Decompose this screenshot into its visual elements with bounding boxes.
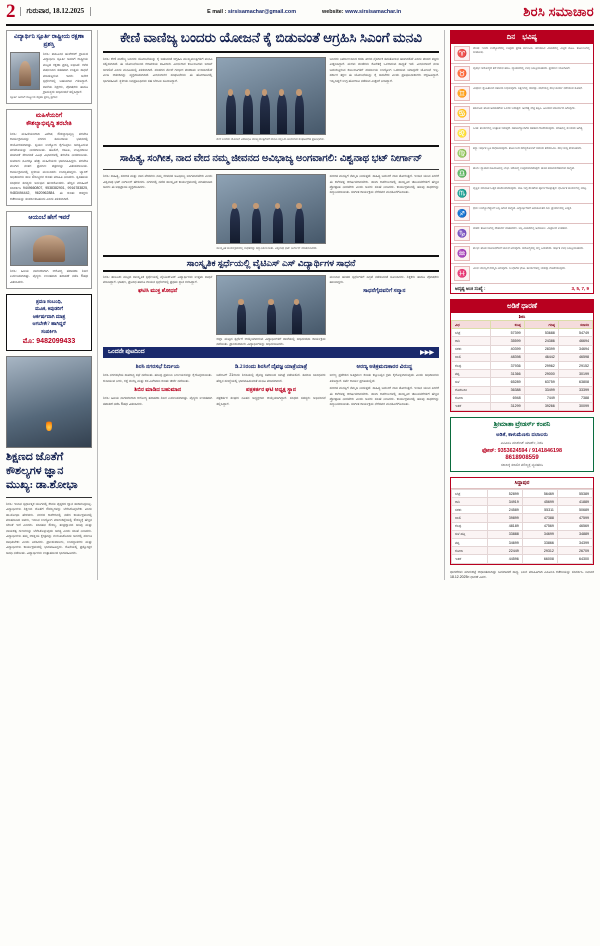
- right-column: [444, 30, 594, 580]
- zodiac-row: [451, 124, 593, 144]
- skill-text: ಶಿರಸಿ: ಮಹಿಳೆಯರಿಗಾಗಿ ವಿಶೇಷ ಕೌಶಲ್ಯಾಭಿವೃದ್ಧಿ ತರಬೇತಿ ಕಾರ್ಯಕ್ರಮವನ್ನು ನಗರದ ಸಮುದಾಯ ಭವನದಲ್ಲಿ ಆಯೋಜಿಸಲಾಗಿತ್ತು. ಸ್ವಯಂ ಉದ್ಯೋಗ ಕೈಗೊಳ್ಳಲು ಅಗತ್ಯವಿರುವ ತರಬೇತಿಯನ್ನು ನೀಡಲಾಯಿತು. ಹೊಲಿಗೆ, ಕಸೂತಿ, ಉಪ್ಪಿನಕಾಯಿ ತಯಾರಿಕೆ ಸೇರಿದಂತೆ ವಿವಿಧ ವಿಭಾಗಗಳಲ್ಲಿ ತರಬೇತಿ ನೀಡಲಾಯಿತು. ಸುಮಾರು ನೂರಕ್ಕೂ ಹೆಚ್ಚು ಮಹಿಳೆಯರು ಭಾಗವಹಿಸಿದ್ದರು. ತರಬೇತಿ ಮುಗಿದ ನಂತರ ಪ್ರಮಾಣ ಪತ್ರಗಳನ್ನು ವಿತರಿಸಲಾಯಿತು. ಕಾರ್ಯಕ್ರಮದಲ್ಲಿ ಸ್ಥಳೀಯ ಮುಖಂಡರು ಉಪಸ್ಥಿತರಿದ್ದರು. ಬ್ಯಾಂಕ್ ಅಧಿಕಾರಿಗಳು ಸಾಲ ಸೌಲಭ್ಯಗಳ ಕುರಿತು ಮಾಹಿತಿ ನೀಡಿದರು. ಸ್ವಸಹಾಯ ಸಂಘಗಳ ಸದಸ್ಯರು ಅನುಭವ ಹಂಚಿಕೊಂಡರು. ಹೆಚ್ಚಿನ ಮಾಹಿತಿಗೆ ಸಂಪರ್ಕಿಸಿ 9449660807, 9538382901, 9916783825, 9483494442, 9620962884. ಈ ಕುರಿತು ಆಸಕ್ತರು ಕಚೇರಿಯನ್ನು ಸಂಪರ್ಕಿಸಬಹುದು ಎಂದು ತಿಳಿಸಲಾಗಿದೆ.: [10, 131, 88, 201]
- rate-value: 22449: [487, 547, 522, 555]
- zodiac-sign-icon: ♉: [454, 66, 470, 81]
- zodiac-text: ಮೇಷ: ಇಂದು ಉದ್ಯೋಗದಲ್ಲಿ ಉತ್ತಮ ಪ್ರಗತಿ ಕಾಣುವಿರಿ. ಹಣಕಾಸಿನ ವಿಚಾರದಲ್ಲಿ ಎಚ್ಚರ ವಹಿಸಿ. ಕುಟುಂಬದಲ್ಲಿ ಸಂತೋಷ.: [473, 46, 590, 55]
- lucky-label: ಅದೃಷ್ಟ ಅಂಕಿ ಸಂಖ್ಯೆ :: [455, 286, 486, 291]
- keni-text-col3: ಬಂದರು ನಿರ್ಮಾಣದಿಂದ ಕಡಲ ತೀರದ ನೈಸರ್ಗಿಕ ಸಮತೋಲನ ಹಾಳಾಗಲಿದೆ ಎಂದು ಪರಿಸರ ತಜ್ಞರು ಎಚ್ಚರಿಸಿದ್ದಾರೆ. ಮರಳು ದಂಡೆಗಳು ಕೊರೆತಕ್ಕೆ ಒಳಗಾಗುವ ಸಾಧ್ಯತೆ ಇದೆ. ಮೀನುಗಾರಿಕೆ ನಂಬಿ ಬದುಕುತ್ತಿರುವ ಕುಟುಂಬಗಳಿಗೆ ಪರ್ಯಾಯ ಉದ್ಯೋಗ ಒದಗಿಸುವ ಯಾವುದೇ ಯೋಜನೆ ಇಲ್ಲ. ಸರ್ಕಾರ ತಕ್ಷಣ ಈ ಯೋಜನೆಯನ್ನು ಕೈ ಬಿಡಬೇಕು ಎಂದು ಪ್ರತಿಭಟನಾಕಾರರು ಆಗ್ರಹಿಸಿದ್ದಾರೆ. ಇಲ್ಲದಿದ್ದರೆ ಉಗ್ರ ಹೋರಾಟ ನಡೆಸುವ ಎಚ್ಚರಿಕೆ ನೀಡಿದ್ದಾರೆ.: [329, 56, 439, 83]
- rates-column-header: ವಿಧ: [452, 321, 491, 329]
- rate-value: 55389: [557, 489, 592, 497]
- article-senior-camp: [6, 211, 92, 289]
- education-text: ಶಿರಸಿ: ಇಂದಿನ ಸ್ಪರ್ಧಾತ್ಮಕ ಯುಗದಲ್ಲಿ ಕೇವಲ ಪುಸ್ತಕದ ಜ್ಞಾನ ಸಾಕಾಗುವುದಿಲ್ಲ. ವಿದ್ಯಾರ್ಥಿಗಳು ಶಿಕ್ಷಣದ ಜೊತೆಗೆ ಕೌಶಲ್ಯಗಳನ್ನು ಬೆಳೆಸಿಕೊಳ್ಳಬೇಕು ಎಂದು ಡಾ.ಶೋಭಾ ಹೇಳಿದರು. ನಗರದ ಕಾಲೇಜಿನಲ್ಲಿ ನಡೆದ ಕಾರ್ಯಕ್ರಮದಲ್ಲಿ ಮಾತನಾಡಿದ ಅವರು, ಇಂದಿನ ಉದ್ಯೋಗ ಮಾರುಕಟ್ಟೆಯಲ್ಲಿ ಕೌಶಲ್ಯಕ್ಕೆ ಹೆಚ್ಚಿನ ಬೇಡಿಕೆ ಇದೆ ಎಂದರು. ಸಂವಹನ ಕೌಶಲ್ಯ, ತಂತ್ರಜ್ಞಾನದ ಅರಿವು ಮತ್ತು ನಾಯಕತ್ವ ಗುಣಗಳನ್ನು ಬೆಳೆಸಿಕೊಳ್ಳುವುದು ಅಗತ್ಯ ಎಂದು ಸಲಹೆ ನೀಡಿದರು. ವಿದ್ಯಾರ್ಥಿಗಳು ತಮ್ಮ ಆಸಕ್ತಿಯ ಕ್ಷೇತ್ರವನ್ನು ಗುರುತಿಸಿಕೊಂಡು ಅದರಲ್ಲಿ ಪರಿಣತಿ ಸಾಧಿಸಬೇಕು ಎಂದು ತಿಳಿಸಿದರು. ಪ್ರಾಂಶುಪಾಲರು, ಉಪನ್ಯಾಸಕರು ಮತ್ತು ವಿದ್ಯಾರ್ಥಿಗಳು ಕಾರ್ಯಕ್ರಮದಲ್ಲಿ ಭಾಗವಹಿಸಿದ್ದರು. ಕೊನೆಯಲ್ಲಿ ಪ್ರಶ್ನೋತ್ತರ ಅವಧಿ ನಡೆಯಿತು. ವಿದ್ಯಾರ್ಥಿಗಳು ಉತ್ಸಾಹದಿಂದ ಭಾಗವಹಿಸಿದರು.: [6, 501, 92, 555]
- email-label: E mail :: [207, 8, 227, 15]
- table-row: [452, 498, 593, 506]
- zodiac-text: ವೃಷಭ: ಆರೋಗ್ಯದ ಕಡೆ ಗಮನ ಹರಿಸಿ. ವ್ಯಾಪಾರದಲ್ಲಿ ಲಾಭ ನಿರೀಕ್ಷಿಸಬಹುದು. ಪ್ರಯಾಣ ಯೋಗವಿದೆ.: [473, 66, 571, 70]
- rate-value: 45699: [522, 498, 557, 506]
- newspaper-title: ಶಿರಸಿ ಸಮಾಚಾರ: [523, 3, 594, 19]
- mid-head-2: ಡಿ.21ರಂದು ಶಿರಸಿಗೆ ದೈವಜ್ಞ ಯಾತ್ರೆಯಾತ್ರೆ: [234, 364, 308, 371]
- zodiac-text: ಸಿಂಹ: ಕಾರ್ಯದಲ್ಲಿ ಉತ್ಸಾಹ ಇರುತ್ತದೆ. ಸಹೋದ್ಯೋಗಿಗಳ ಸಹಕಾರ ದೊರೆಯುವುದು. ಮಾತಿನಲ್ಲಿ ಸಂಯಮ ಅಗತ್ಯ.: [473, 126, 584, 130]
- rates-body: [452, 329, 593, 411]
- story-keni-port: [103, 57, 439, 141]
- rate-value: 24589: [487, 506, 522, 514]
- rate-variety: ರಾಶಿ: [452, 337, 491, 345]
- ad-note: ಸಕಾಲಕ್ಕೆ ಸಕಾಲಿಕ ಮೌಲ್ಯಕ್ಕೆ ವ್ಯವಹರಿಸಿ: [500, 462, 543, 467]
- rate-variety: ಕೆಂಪು: [452, 522, 488, 530]
- zodiac-text: ಕರ್ಕಾಟಕ: ಹೊಸ ಅವಕಾಶಗಳು ಒಲಿದು ಬರುತ್ತವೆ. ಅನಗತ್ಯ ವೆಚ್ಚ ತಪ್ಪಿಸಿ. ಹಿರಿಯರ ಆಶೀರ್ವಾದ ಸಿಗುವುದು.: [473, 106, 576, 110]
- rate-value: 26709: [557, 547, 592, 555]
- education-headline: ಶಿಕ್ಷಣದ ಜೊತೆಗೆ ಕೌಶಲ್ಯಗಳ ಜ್ಞಾನ ಮುಖ್ಯ: ಡಾ.ಶೋಭಾ: [6, 451, 78, 491]
- award-caption: ಸ್ಪೂರ್ತಿ ಅವರಿಗೆ ರಾಷ್ಟ್ರೀಯ ರಕ್ಷಣಾ ಪ್ರಶಸ್ತಿ ಪ್ರದಾನ: [10, 95, 58, 100]
- publication-date: ಗುರುವಾರ, 18.12.2025: [20, 7, 92, 16]
- ad-line-1: ಶ್ರವಣ ಸಂಬಂಧಿ,: [36, 299, 62, 305]
- website-label: website:: [322, 8, 344, 15]
- zodiac-row: [451, 204, 593, 224]
- masthead-contact: [91, 9, 517, 15]
- headline-literature: ಸಾಹಿತ್ಯ, ಸಂಗೀತ, ನಾದ ವೇದ ನಮ್ಮ ಜೀವನದ ಅವಿಭಾಜ್ಯ ಅಂಗವಾಗಲಿ: ವಿಶ್ವನಾಥ ಭಟ್ ನೀರ್ಗಾನ್: [119, 153, 423, 165]
- article-skill-training: [6, 109, 92, 206]
- rate-value: 29312: [522, 547, 557, 555]
- table-row: [452, 539, 593, 547]
- rate-value: 33888: [487, 530, 522, 538]
- horoscope-title-right: ಭವಿಷ್ಯ: [522, 33, 538, 41]
- table-row: [452, 370, 593, 378]
- ad-phone-label: ಫೋನ್:: [481, 447, 497, 454]
- senior-headline: ಆಯಂಬೆ ಹೇಗೆ ಇವರೆ: [28, 215, 70, 222]
- mid-text-2: ಡಿಸೆಂಬರ್ 21ರಂದು ಶಿರಸಿಯಲ್ಲಿ ದೈವಜ್ಞ ಸಮಾಜದ ಯಾತ್ರೆ ನಡೆಯಲಿದೆ. ಸಮಾಜ ಬಾಂಧವರು ಹೆಚ್ಚಿನ ಸಂಖ್ಯೆಯಲ್ಲಿ ಭಾಗವಹಿಸುವಂತೆ ಮನವಿ ಮಾಡಲಾಗಿದೆ.: [216, 373, 326, 383]
- rate-value: 34889: [557, 530, 592, 538]
- rate-value: 65289: [490, 378, 524, 386]
- horoscope-header: [451, 31, 593, 44]
- rate-value: 54749: [558, 329, 592, 337]
- rate-variety: ಕೆಂಪು: [452, 361, 491, 369]
- zodiac-row: [451, 44, 593, 64]
- hearing-aid-ad[interactable]: [6, 294, 92, 352]
- rates-column-header: ಸರಾಸರಿ: [558, 321, 592, 329]
- zodiac-row: [451, 244, 593, 264]
- rate-variety: ಬಿಳೆ: [452, 378, 491, 386]
- rate-value: 40399: [490, 345, 524, 353]
- rate-value: 39899: [487, 514, 522, 522]
- table-row: [452, 353, 593, 361]
- mid-text-4b: ಸಂಗೀತ ಮನಸ್ಸಿಗೆ ನೆಮ್ಮದಿ ನೀಡುತ್ತದೆ. ಸಾಹಿತ್ಯ ಬದುಕಿಗೆ ದಾರಿ ತೋರುತ್ತದೆ. ಇಂದಿನ ಯುವ ಪೀಳಿಗೆ ಈ ಕಲೆಗಳತ್ತ ಆಕರ್ಷಿತರಾಗಬೇಕು. ಶಾಲಾ ಕಾಲೇಜುಗಳಲ್ಲಿ ಸಾಂಸ್ಕೃತಿಕ ಚಟುವಟಿಕೆಗಳಿಗೆ ಹೆಚ್ಚಿನ ಪ್ರೋತ್ಸಾಹ ನೀಡಬೇಕು ಎಂದು ಅವರು ಸಲಹೆ ನೀಡಿದರು. ಕಾರ್ಯಕ್ರಮದಲ್ಲಿ ಹಲವು ಸಾಧಕರನ್ನು ಸನ್ಮಾನಿಸಲಾಯಿತು. ಸಂಗೀತ ಕಾರ್ಯಕ್ರಮ ನೆರೆದವರ ಮನಸೂರೆಗೊಂಡಿತು.: [329, 386, 439, 407]
- table-row: [452, 394, 593, 402]
- mid-text-1: ಶಿರಸಿ ನಗರಸಭೆಯ ಸಾಮಾನ್ಯ ಸಭೆ ನಡೆಯಿತು. ಹಲವು ಪ್ರಮುಖ ನಿರ್ಣಯಗಳನ್ನು ಕೈಗೊಳ್ಳಲಾಯಿತು. ಕುಡಿಯುವ ನೀರು, ರಸ್ತೆ ದುರಸ್ತಿ ಮತ್ತು ಕಸ ವಿಲೇವಾರಿ ಕುರಿತು ಚರ್ಚೆ ನಡೆಯಿತು.: [103, 373, 213, 383]
- rate-variety: ಕೋಕಾ: [452, 394, 491, 402]
- zodiac-sign-icon: ♑: [454, 226, 470, 241]
- lamp-lighting-photo: [6, 356, 92, 448]
- zodiac-row: [451, 84, 593, 104]
- zodiac-row: [451, 184, 593, 204]
- mid-head-4: ಅರಣ್ಯ ಅತಿಕ್ರಮಣಕಾರರ ವಿರುದ್ಧ: [356, 364, 413, 371]
- rate-value: 39266: [524, 402, 558, 410]
- literature-caption: ಸಾಂಸ್ಕೃತಿಕ ಕಾರ್ಯಕ್ರಮದಲ್ಲಿ ಸಾಧಕರನ್ನು ಸನ್ಮಾನಿಸಲಾಯಿತು. ವಿಶ್ವನಾಥ ಭಟ್ ನೀರ್ಗಾನ್ ಮಾತನಾಡಿದರು.: [216, 246, 318, 251]
- zodiac-row: [451, 104, 593, 124]
- rate-value: 57399: [490, 329, 524, 337]
- zodiac-text: ತುಲಾ: ವ್ಯಾಪಾರ ವಹಿವಾಟಿನಲ್ಲಿ ಲಾಭ. ಆರೋಗ್ಯ ಉತ್ತಮವಾಗಿರುತ್ತದೆ. ಹೊಸ ಪರಿಚಯಗಳಾಗುವ ಸಾಧ್ಯತೆ.: [473, 166, 575, 170]
- rate-value: 46569: [557, 522, 592, 530]
- mid-text-4: ಅರಣ್ಯ ಪ್ರದೇಶದ ಅತಿಕ್ರಮಣ ಕುರಿತು ಕಟ್ಟುನಿಟ್ಟಿನ ಕ್ರಮ ಕೈಗೊಳ್ಳಲಾಗುವುದು ಎಂದು ಅಧಿಕಾರಿಗಳು ತಿಳಿಸಿದ್ದಾರೆ. ಸರ್ವೆ ಕಾರ್ಯ ಪ್ರಗತಿಯಲ್ಲಿದೆ.: [329, 373, 439, 383]
- rates-column-header: ಕನಿಷ್ಠ: [490, 321, 524, 329]
- headline-competition: ಸಾಂಸ್ಕೃತಿಕ ಸ್ಪರ್ಧೆಯಲ್ಲಿ ವೈಟಿಎಸ್ ಎಸ್ ವಿದ್ಯಾರ್ಥಿಗಳ ಸಾಧನೆ: [103, 255, 439, 272]
- ad-company-name: ಶ್ರೀಮಾತಾ ಟ್ರೇಡರ್ಸ್ ಕಂಪನಿ: [493, 421, 551, 429]
- main-column: [97, 30, 439, 580]
- rate-value: 30199: [558, 370, 592, 378]
- rate-value: 29962: [524, 361, 558, 369]
- rate-value: 30099: [558, 402, 592, 410]
- rate-variety: ಗೊರಬಲು: [452, 386, 491, 394]
- rate-value: 28399: [524, 345, 558, 353]
- rate-value: 46694: [558, 337, 592, 345]
- ad-address: ಎಪಿಎಂಸಿ ಮಾರ್ಕೆಟ್ ಯಾರ್ಡ್, ಶಿರಸಿ: [500, 440, 544, 445]
- story-literature: [103, 174, 439, 250]
- table-row: [452, 506, 593, 514]
- rates-table-siddapura: [451, 489, 593, 564]
- rate-variety: ಇತರೆ: [452, 402, 491, 410]
- keni-caption: ಕೇಣಿ ಬಂದರು ಯೋಜನೆ ವಿರೋಧಿಸಿ ಮುಖ್ಯಮಂತ್ರಿಗಳಿಗೆ ಮನವಿ ಸಲ್ಲಿಸಿದ ಮೀನುಗಾರ ಸಂಘಟನೆಗಳ ಪ್ರತಿನಿಧಿಗಳು.: [216, 136, 325, 141]
- divider: [103, 145, 439, 147]
- lit-text-col1: ಶಿರಸಿ: ಸಾಹಿತ್ಯ, ಸಂಗೀತ ಮತ್ತು ನಾದ ವೇದಗಳು ನಮ್ಮ ಜೀವನದ ಅವಿಭಾಜ್ಯ ಅಂಗವಾಗಬೇಕು ಎಂದು ವಿಶ್ವನಾಥ ಭಟ್ ನೀರ್ಗಾನ್ ಹೇಳಿದರು. ನಗರದಲ್ಲಿ ನಡೆದ ಸಾಂಸ್ಕೃತಿಕ ಕಾರ್ಯಕ್ರಮದಲ್ಲಿ ಮಾತನಾಡಿದ ಅವರು ಈ ಅಭಿಪ್ರಾಯ ವ್ಯಕ್ತಪಡಿಸಿದರು.: [103, 174, 213, 190]
- rate-value: 29000: [524, 370, 558, 378]
- rates-footer-note: ಧಾರಣೆಗಳು ಮಾರುಕಟ್ಟೆ ಆಧಾರಿತವಾಗಿದ್ದು ಬದಲಾವಣೆ ಸಾಧ್ಯ. ನಿಖರ ಮಾಹಿತಿಗಾಗಿ ಎಪಿಎಂಸಿ ಕಚೇರಿಯನ್ನು ಸಂಪರ್ಕಿಸಿ. ದಿನಾಂಕ 18.12.2025ರ ಧಾರಣೆ ವಿವರ.: [450, 569, 594, 580]
- rate-value: 6948: [490, 394, 524, 402]
- rate-value: 33499: [524, 386, 558, 394]
- zodiac-row: [451, 64, 593, 84]
- continued-label: ಒಂದನೇ ಪುಟದಿಂದ: [108, 349, 145, 356]
- rates-title: ಅಡಿಕೆ ಧಾರಣೆ: [451, 300, 593, 313]
- rate-variety: ಸರಕು: [452, 345, 491, 353]
- rate-variety: ಬೆಟ್ಟೆ: [452, 489, 488, 497]
- rate-variety: ಇತರೆ: [452, 555, 488, 563]
- zodiac-row: [451, 264, 593, 283]
- skill-headline-1: ಮಹಿಳೆಯರಿಗೆ: [35, 112, 63, 119]
- mid-text-1b: ಶಿರಸಿ: ಹಿರಿಯ ನಾಗರಿಕರಿಗಾಗಿ ಆರೋಗ್ಯ ತಪಾಸಣಾ ಶಿಬಿರ ಏರ್ಪಡಿಸಲಾಗಿತ್ತು. ವೈದ್ಯರು ಉಚಿತವಾಗಿ ತಪಾಸಣೆ ನಡೆಸಿ ಔಷಧ ವಿತರಿಸಿದರು.: [103, 396, 213, 406]
- rate-value: 55311: [522, 506, 557, 514]
- horoscope-box: [450, 30, 594, 294]
- zodiac-row: [451, 164, 593, 184]
- zodiac-text: ಕುಂಭ: ಹೊಸ ಯೋಜನೆಗಳಿಗೆ ಚಾಲನೆ ಸಿಗುವುದು. ಆರೋಗ್ಯದಲ್ಲಿ ಸಣ್ಣ ಏರುಪೇರು. ಆರ್ಥಿಕ ಲಾಭ ನಿರೀಕ್ಷಿಸಬಹುದು.: [473, 246, 584, 250]
- zodiac-text: ವೃಶ್ಚಿಕ: ಮಾನಸಿಕ ಒತ್ತಡ ಕಡಿಮೆಯಾಗುವುದು. ಬಾಕಿ ಇದ್ದ ಕೆಲಸಗಳು ಪೂರ್ಣಗೊಳ್ಳುತ್ತವೆ. ಧಾರ್ಮಿಕ ಕಾರ್ಯದಲ್ಲಿ ಆಸಕ್ತಿ.: [473, 186, 587, 190]
- rate-value: 33399: [558, 386, 592, 394]
- lucky-numbers: 3, 5, 7, 9: [571, 286, 589, 291]
- rate-variety: ತಟ್ಟಿ: [452, 539, 488, 547]
- mid-head-3: ಪತ್ರಕರ್ತರ ಘಟಿ ಅಧ್ಯಕ್ಷ ಸ್ಥಾನ: [246, 387, 296, 394]
- table-row: [452, 555, 593, 563]
- table-row: [452, 522, 593, 530]
- comp-sub-1: ಘಟಿಸಿ ಮುಕ್ತ ಶೋಧನೆ: [138, 288, 178, 295]
- rate-variety: ಸರಕು: [452, 506, 488, 514]
- rates-table-sirsi: [451, 320, 593, 411]
- zodiac-text: ಕನ್ಯಾ: ಆರ್ಥಿಕ ಸ್ಥಿತಿ ಸುಧಾರಿಸುವುದು. ಕುಟುಂಬದ ಸದಸ್ಯರೊಂದಿಗೆ ಸಮಯ ಕಳೆಯುವಿರಿ. ಶುಭ ಸುದ್ದಿ ಕೇಳಬಹುದು.: [473, 146, 583, 150]
- zodiac-text: ಮಕರ: ಕುಟುಂಬದಲ್ಲಿ ಸೌಹಾರ್ದ ವಾತಾವರಣ. ಆಸ್ತಿ ವಿಚಾರದಲ್ಲಿ ಅನುಕೂಲ. ಮಿತ್ರರಿಂದ ಉಪಕಾರ.: [473, 226, 568, 230]
- ad-line-4: ಆಗಬೇಕೇ? ಹಾಗಿದ್ದರೆ: [32, 322, 66, 328]
- rate-variety: ಬೆಟ್ಟೆ: [452, 329, 491, 337]
- zodiac-sign-icon: ♍: [454, 146, 470, 161]
- headline-keni-port: ಕೇಣಿ ವಾಣಿಜ್ಯ ಬಂದರು ಯೋಜನೆ ಕೈ ಬಿಡುವಂತೆ ಆಗ್ರಹಿಸಿ ಸಿಎಂಗೆ ಮನವಿ: [120, 30, 422, 45]
- zodiac-sign-icon: ♎: [454, 166, 470, 181]
- trader-ad[interactable]: [450, 417, 594, 472]
- table-row: [452, 402, 593, 410]
- comp-text-col1: ಶಿರಸಿ: ತಾಲೂಕು ಮಟ್ಟದ ಸಾಂಸ್ಕೃತಿಕ ಸ್ಪರ್ಧೆಯಲ್ಲಿ ವೈಟಿಎಸ್ಎಸ್ ವಿದ್ಯಾರ್ಥಿಗಳು ಉತ್ತಮ ಸಾಧನೆ ಮಾಡಿದ್ದಾರೆ. ಭಾಷಣ, ಪ್ರಬಂಧ ಹಾಗೂ ಗಾಯನ ಸ್ಪರ್ಧೆಗಳಲ್ಲಿ ಪ್ರಥಮ ಸ್ಥಾನ ಗಳಿಸಿದ್ದಾರೆ.: [103, 274, 213, 284]
- rate-value: 47388: [522, 514, 557, 522]
- rate-value: 36388: [490, 386, 524, 394]
- skill-headline-2: ಕೌಶಲ್ಯಾಭಿವೃದ್ಧಿ ತರಬೇತಿ: [26, 121, 72, 128]
- table-row: [452, 547, 593, 555]
- ad-phone[interactable]: ಮೊ: 9482099433: [22, 338, 76, 346]
- zodiac-list: [451, 44, 593, 283]
- lit-text-col3: ಸಂಗೀತ ಮನಸ್ಸಿಗೆ ನೆಮ್ಮದಿ ನೀಡುತ್ತದೆ. ಸಾಹಿತ್ಯ ಬದುಕಿಗೆ ದಾರಿ ತೋರುತ್ತದೆ. ಇಂದಿನ ಯುವ ಪೀಳಿಗೆ ಈ ಕಲೆಗಳತ್ತ ಆಕರ್ಷಿತರಾಗಬೇಕು. ಶಾಲಾ ಕಾಲೇಜುಗಳಲ್ಲಿ ಸಾಂಸ್ಕೃತಿಕ ಚಟುವಟಿಕೆಗಳಿಗೆ ಹೆಚ್ಚಿನ ಪ್ರೋತ್ಸಾಹ ನೀಡಬೇಕು ಎಂದು ಅವರು ಸಲಹೆ ನೀಡಿದರು. ಕಾರ್ಯಕ್ರಮದಲ್ಲಿ ಹಲವು ಸಾಧಕರನ್ನು ಸನ್ಮಾನಿಸಲಾಯಿತು. ಸಂಗೀತ ಕಾರ್ಯಕ್ರಮ ನೆರೆದವರ ಮನಸೂರೆಗೊಂಡಿತು.: [329, 174, 439, 195]
- divider: [103, 169, 439, 170]
- zodiac-sign-icon: ♌: [454, 126, 470, 141]
- rate-value: 34699: [487, 539, 522, 547]
- zodiac-row: [451, 224, 593, 244]
- senior-text: ಶಿರಸಿ: ಹಿರಿಯ ನಾಗರಿಕರಿಗಾಗಿ ಆರೋಗ್ಯ ತಪಾಸಣಾ ಶಿಬಿರ ಏರ್ಪಡಿಸಲಾಗಿತ್ತು. ವೈದ್ಯರು ಉಚಿತವಾಗಿ ತಪಾಸಣೆ ನಡೆಸಿ ಔಷಧ ವಿತರಿಸಿದರು.: [10, 268, 88, 284]
- rate-value: 34694: [558, 345, 592, 353]
- table-row: [452, 514, 593, 522]
- comp-text-col3: ಮುಂದಿನ ಹಂತದ ಸ್ಪರ್ಧೆಗಳಿಗೆ ಸಿದ್ಧತೆ ನಡೆಸುವಂತೆ ಸೂಚಿಸಿದರು. ಶಿಕ್ಷಕರು ಹಾಗೂ ಪೋಷಕರು ಹಾಜರಿದ್ದರು.: [329, 274, 439, 284]
- award-photo: [10, 52, 40, 90]
- table-row: [452, 489, 593, 497]
- rate-variety: ಕೋಕಾ: [452, 547, 488, 555]
- continued-stories: [103, 361, 439, 408]
- rate-value: 48398: [490, 353, 524, 361]
- zodiac-row: [451, 144, 593, 164]
- rate-value: 46598: [558, 353, 592, 361]
- rate-value: 34919: [487, 498, 522, 506]
- zodiac-sign-icon: ♓: [454, 266, 470, 281]
- rate-variety: ಚಾಲಿ: [452, 514, 488, 522]
- table-row: [452, 329, 593, 337]
- rate-value: 37936: [490, 361, 524, 369]
- page-number: 2: [6, 0, 16, 22]
- zodiac-sign-icon: ♐: [454, 206, 470, 221]
- rate-value: 63808: [558, 378, 592, 386]
- rates-header-row: [452, 321, 593, 329]
- ad-line-2: ಮೂಕ, ಕಿವುಡರಿಗೆ: [35, 307, 63, 313]
- website-value[interactable]: www.sirsisamachar.in: [345, 8, 402, 15]
- rates-column-header: ಗರಿಷ್ಠ: [524, 321, 558, 329]
- comp-sub-3: ಸಾಧನೆಗೈದವರಿಗೆ ಸನ್ಮಾನ: [363, 288, 406, 295]
- table-row: [452, 378, 593, 386]
- zodiac-text: ಮೀನ: ಮನಸ್ಸಿಗೆ ನೆಮ್ಮದಿ ಸಿಗುವುದು. ಬಂಧುಗಳ ಭೇಟಿ. ಕಾರ್ಯಗಳಲ್ಲಿ ಯಶಸ್ಸು ದೊರೆಯುವುದು.: [473, 266, 566, 270]
- lamp-flame-icon: [46, 419, 52, 431]
- rate-value: 7449: [524, 394, 558, 402]
- rate-value: 66008: [522, 555, 557, 563]
- left-column: [6, 30, 92, 580]
- senior-photo: [10, 226, 88, 266]
- ad-line-3: ಆರ್ಕರ್ಷವಾಗಿ ಮಾತ್ರ: [32, 314, 66, 320]
- rates2-title: ಸಿದ್ದಾಪುರ: [451, 478, 593, 489]
- keni-text-col1: ಶಿರಸಿ: ಕೇಣಿ ವಾಣಿಜ್ಯ ಬಂದರು ಯೋಜನೆಯನ್ನು ಕೈ ಬಿಡುವಂತೆ ಆಗ್ರಹಿಸಿ ಮುಖ್ಯಮಂತ್ರಿಗಳಿಗೆ ಮನವಿ ಸಲ್ಲಿಸಲಾಗಿದೆ. ಈ ಯೋಜನೆಯಿಂದ ಕರಾವಳಿಯ ಸಾವಿರಾರು ಮೀನುಗಾರ ಕುಟುಂಬಗಳು ಬೀದಿಗೆ ಬೀಳಲಿವೆ ಎಂದು ಮನವಿಯಲ್ಲಿ ತಿಳಿಸಲಾಗಿದೆ. ಪರಿಸರದ ಮೇಲೆ ಗಂಭೀರ ಪರಿಣಾಮ ಉಂಟಾಗಲಿದೆ ಎಂಬ ಆತಂಕವನ್ನು ವ್ಯಕ್ತಪಡಿಸಲಾಗಿದೆ. ಮೀನುಗಾರರ ಸಂಘಟನೆಗಳು ಈ ಹೋರಾಟದಲ್ಲಿ ಭಾಗವಹಿಸಿವೆ. ಸ್ಥಳೀಯ ಜನಪ್ರತಿನಿಧಿಗಳು ಸಹ ಬೆಂಬಲ ಸೂಚಿಸಿದ್ದಾರೆ.: [103, 56, 213, 83]
- story-competition: [103, 275, 439, 348]
- table-row: [452, 337, 593, 345]
- zodiac-text: ಮಿಥುನ: ಸ್ನೇಹಿತರಿಂದ ಸಹಾಯ ಲಭಿಸುವುದು. ಶಿಕ್ಷಣದಲ್ಲಿ ಯಶಸ್ಸು. ಮನೆಯಲ್ಲಿ ಶುಭ ಕಾರ್ಯ ನಡೆಯುವ ಸೂಚನೆ.: [473, 86, 583, 90]
- ad-business-type: ಅಡಿಕೆ, ಕಾಳುಮೆಣಸು ದಲಾಲರು: [496, 431, 548, 438]
- ad-line-5: ಸಂಪರ್ಕಿಸಿ: [41, 329, 57, 335]
- rate-value: 31299: [490, 402, 524, 410]
- divider: [103, 51, 439, 53]
- rate-value: 34699: [522, 530, 557, 538]
- rate-value: 29152: [558, 361, 592, 369]
- award-text: ಶಿರಸಿ: ತಾಲೂಕಿನ ಹುಲೇಕಲ್ ಗ್ರಾಮದ ವಿದ್ಯಾರ್ಥಿನಿ ಸ್ಪೂರ್ತಿ ಅವರಿಗೆ ರಾಷ್ಟ್ರೀಯ ಮಟ್ಟದ ರಕ್ಷಣಾ ಪ್ರಶಸ್ತಿ ಲಭಿಸಿದೆ. ಕಳೆದ ವರ್ಷದಿಂದ ಸತತವಾಗಿ ಉತ್ತಮ ಸಾಧನೆ ಮಾಡುತ್ತಿರುವ ಇವರು ಅನೇಕ ಸ್ಪರ್ಧೆಗಳಲ್ಲಿ ಬಹುಮಾನ ಗಳಿಸಿದ್ದಾರೆ. ಶಾಲೆಯ ಶಿಕ್ಷಕರು, ಪೋಷಕರು ಹಾಗೂ ಗ್ರಾಮಸ್ಥರು ಅಭಿನಂದನೆ ಸಲ್ಲಿಸಿದ್ದಾರೆ.: [43, 52, 88, 94]
- mid-text-3: ಪತ್ರಕರ್ತರ ಸಂಘದ ನೂತನ ಅಧ್ಯಕ್ಷರಾಗಿ ಆಯ್ಕೆಯಾಗಿದ್ದಾರೆ. ಸಂಘದ ಸದಸ್ಯರು ಅಭಿನಂದನೆ ಸಲ್ಲಿಸಿದ್ದಾರೆ.: [216, 396, 326, 406]
- rate-variety: ಬಿಳೆ ಹತ್ತಿ: [452, 530, 488, 538]
- ad-phone-line-1[interactable]: [454, 448, 590, 455]
- rate-value: 63759: [524, 378, 558, 386]
- rate-variety: ಚಾಲಿ: [452, 353, 491, 361]
- rate-variety: ತಟ್ಟಿ: [452, 370, 491, 378]
- zodiac-text: ಧನು: ಉದ್ಯೋಗಸ್ಥರಿಗೆ ಬಡ್ತಿ ಸಿಗುವ ಸಾಧ್ಯತೆ. ವಿದ್ಯಾರ್ಥಿಗಳಿಗೆ ಅನುಕೂಲಕರ ದಿನ. ಪ್ರಯಾಣದಲ್ಲಿ ಎಚ್ಚರ.: [473, 206, 572, 210]
- email-value[interactable]: sirsisamachar@gmail.com: [227, 8, 296, 15]
- rates2-body: [452, 489, 593, 563]
- zodiac-sign-icon: ♊: [454, 86, 470, 101]
- rate-value: 7388: [558, 394, 592, 402]
- page-grid: [6, 30, 594, 580]
- mid-head-1: ಶಿರಸಿ ನಗರಸಭೆ ನಿರ್ಣಯ: [135, 364, 180, 371]
- ad-phone-line-2[interactable]: 8618908559: [505, 454, 539, 461]
- zodiac-sign-icon: ♒: [454, 246, 470, 261]
- rate-value: 48189: [487, 522, 522, 530]
- table-row: [452, 345, 593, 353]
- comp-sub-2: ಶಿಬಿರ ಮಾಡಿದ ಬಹುಮಾನ: [134, 387, 182, 394]
- table-row: [452, 530, 593, 538]
- areca-rates-box: [450, 299, 594, 412]
- rate-value: 35599: [490, 337, 524, 345]
- rate-value: 46442: [524, 353, 558, 361]
- rate-value: 64300: [557, 555, 592, 563]
- rate-value: 24386: [524, 337, 558, 345]
- rate-value: 52899: [487, 489, 522, 497]
- zodiac-sign-icon: ♈: [454, 46, 470, 61]
- arrow-right-icon: ▶▶▶: [420, 350, 434, 357]
- rate-value: 50689: [557, 506, 592, 514]
- rate-value: 31366: [490, 370, 524, 378]
- zodiac-sign-icon: ♋: [454, 106, 470, 121]
- rate-value: 34399: [557, 539, 592, 547]
- siddapura-rates-box: [450, 477, 594, 565]
- award-headline: ವಿದ್ಯಾರ್ಥಿನಿ ಸ್ಪೂರ್ತಿ ರಾಷ್ಟ್ರೀಯ ರಕ್ಷಣಾ ಪ್ರಶಸ್ತಿ: [13, 34, 85, 48]
- continued-banner[interactable]: [103, 347, 439, 358]
- article-award: [6, 30, 92, 104]
- rates-place: ಶಿರಸಿ: [518, 314, 526, 319]
- rate-value: 47599: [557, 514, 592, 522]
- rate-variety: ರಾಶಿ: [452, 498, 488, 506]
- competition-photo: [216, 275, 325, 335]
- table-row: [452, 386, 593, 394]
- keni-photo: [216, 57, 325, 135]
- table-row: [452, 361, 593, 369]
- rate-value: 33866: [522, 539, 557, 547]
- zodiac-sign-icon: ♏: [454, 186, 470, 201]
- divider: [6, 497, 92, 498]
- horoscope-title-left: ದಿನ: [506, 33, 516, 41]
- rate-value: 47569: [522, 522, 557, 530]
- masthead: [6, 0, 594, 26]
- rate-value: 41889: [557, 498, 592, 506]
- rate-value: 53688: [524, 329, 558, 337]
- lucky-numbers-row: [451, 283, 593, 293]
- ad-phone-numbers[interactable]: 9353624594 / 9141846198: [497, 447, 563, 454]
- comp-text-col2: ಜಿಲ್ಲಾ ಮಟ್ಟದ ಸ್ಪರ್ಧೆಗೆ ಆಯ್ಕೆಯಾಗಿರುವ ವಿದ್ಯಾರ್ಥಿಗಳಿಗೆ ಶಾಲೆಯಲ್ಲಿ ಅಭಿನಂದನಾ ಕಾರ್ಯಕ್ರಮ ನಡೆಯಿತು. ಪ್ರಾಂಶುಪಾಲರು ವಿದ್ಯಾರ್ಥಿಗಳನ್ನು ಅಭಿನಂದಿಸಿದರು.: [216, 336, 326, 346]
- rate-value: 44596: [487, 555, 522, 563]
- rate-value: 56469: [522, 489, 557, 497]
- literature-photo: [216, 174, 325, 244]
